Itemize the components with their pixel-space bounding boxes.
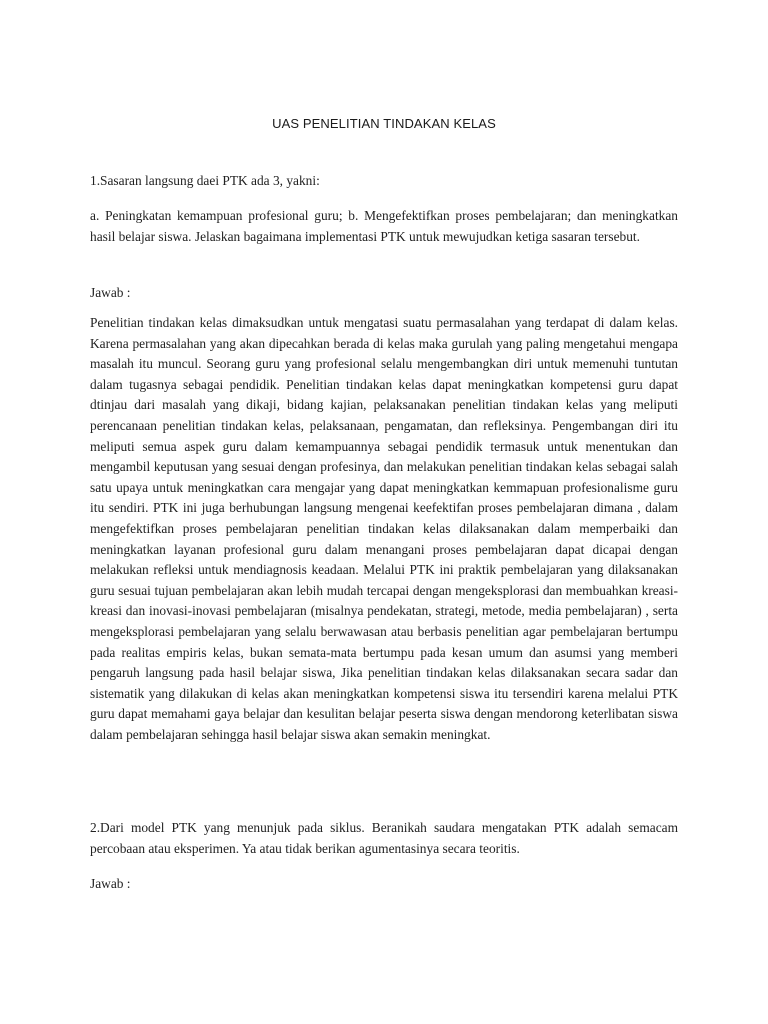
question-1-options: a. Peningkatan kemampuan profesional guru; b. Mengefektifkan proses pembelajaran; dan meningkatkan hasil belajar siswa. Jelaskan bagaimana implementasi PTK untuk mewujudkan ketiga sasaran tersebut. (90, 208, 678, 244)
question-1: 1.Sasaran langsung daei PTK ada 3, yakni: (90, 173, 320, 188)
answer-2-label: Jawab : (90, 876, 131, 891)
document-title: UAS PENELITIAN TINDAKAN KELAS (272, 116, 496, 131)
answer-1-text: Penelitian tindakan kelas dimaksudkan untuk mengatasi suatu permasalahan yang terdapat di dalam kelas. Karena permasalahan yang akan dipecahkan berada di kelas maka gurulah yang paling mengetahui mengapa masalah itu muncul. Seorang guru yang profesional selalu mengembangkan diri untuk memenuhi tuntutan dalam tugasnya sebagai pendidik. Penelitian tindakan kelas dapat meningkatkan kompetensi guru dapat dtinjau dari masalah yang dikaji, bidang kajian, pelaksanakan penelitian tindakan kelas yang meliputi perencanaan penelitian tindakan kelas, pelaksanaan, pengamatan, dan refleksinya. Pengembangan diri itu meliputi semua aspek guru dalam kemampuannya sebagai pendidik termasuk untuk menentukan dan mengambil keputusan yang sesuai dengan profesinya, dan melakukan penelitian tindakan kelas sebagai salah satu upaya untuk meningkatkan cara mengajar yang dapat meningkatkan kemmapuan profesionalisme guru itu sendiri. PTK ini juga berhubungan langsung mengenai keefektifan proses pembelajaran dimana , dalam mengefektifkan proses pembelajaran penelitian tindakan kelas dilaksanakan dalam memperbaiki dan meningkatkan layanan profesional guru dalam menangani proses pembelajaran dapat dicapai dengan melakukan refleksi untuk mendiagnosis keadaan. Melalui PTK ini praktik pembelajaran yang dilaksanakan guru sesuai tujuan pembelajaran akan lebih mudah tercapai dengan mengeksplorasi dan membuahkan kreasi-kreasi dan inovasi-inovasi pembelajaran (misalnya pendekatan, strategi, metode, media pembelajaran) , serta mengeksplorasi pembelajaran yang selalu berwawasan atau berbasis penelitian agar pembelajaran bertumpu pada realitas empiris kelas, bukan semata-mata bertumpu pada kesan umum dan asumsi yang memberi pengaruh langsung pada hasil belajar siswa, Jika penelitian tindakan kelas dilaksanakan secara sadar dan sistematik yang dilakukan di kelas akan meningkatkan kompetensi siswa itu tersendiri karena melalui PTK guru dapat memahami gaya belajar dan kesulitan belajar peserta siswa dengan mendorong keterlibatan siswa dalam pembelajaran sehingga hasil belajar siswa akan semakin meningkat. (90, 315, 678, 742)
question-2: 2.Dari model PTK yang menunjuk pada siklus. Beranikah saudara mengatakan PTK adalah semacam percobaan atau eksperimen. Ya atau tidak berikan agumentasinya secara teoritis. (90, 820, 678, 856)
answer-1-label: Jawab : (90, 285, 131, 300)
